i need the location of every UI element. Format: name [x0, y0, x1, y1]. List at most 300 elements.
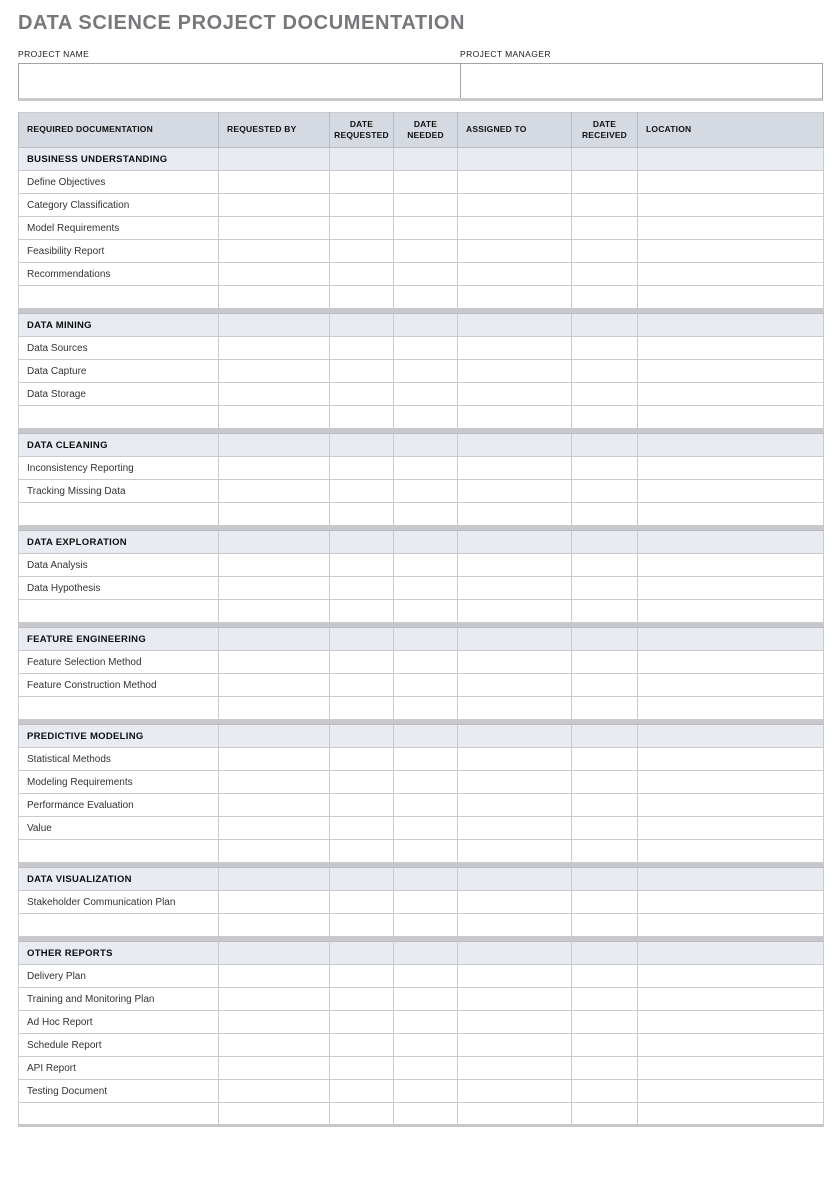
section-title: DATA VISUALIZATION [19, 868, 219, 891]
fill-in-cell[interactable] [394, 674, 458, 697]
fill-in-cell[interactable] [394, 794, 458, 817]
section-header-cell [638, 725, 824, 748]
fill-in-cell[interactable] [330, 794, 394, 817]
fill-in-cell[interactable] [330, 503, 394, 526]
fill-in-cell[interactable] [330, 1034, 394, 1057]
fill-in-cell[interactable] [394, 480, 458, 503]
fill-in-cell[interactable] [572, 651, 638, 674]
fill-in-cell[interactable] [572, 988, 638, 1011]
fill-in-cell[interactable] [330, 383, 394, 406]
table-row-value [19, 817, 824, 840]
project-manager-label: PROJECT MANAGER [460, 49, 551, 59]
row-label: Testing Document [19, 1080, 219, 1103]
documentation-table [18, 112, 824, 1127]
fill-in-cell[interactable] [572, 771, 638, 794]
section-header-cell [219, 434, 330, 457]
fill-in-cell[interactable] [458, 771, 572, 794]
fill-in-cell[interactable] [638, 748, 824, 771]
section-header-cell [572, 868, 638, 891]
section-header-cell [219, 148, 330, 171]
fill-in-cell[interactable] [572, 240, 638, 263]
fill-in-cell[interactable] [458, 914, 572, 937]
fill-in-cell[interactable] [219, 1011, 330, 1034]
fill-in-cell[interactable] [458, 263, 572, 286]
fill-in-cell[interactable] [458, 1011, 572, 1034]
fill-in-cell[interactable] [394, 697, 458, 720]
row-label [19, 600, 219, 623]
fill-in-cell[interactable] [330, 457, 394, 480]
fill-in-cell[interactable] [219, 383, 330, 406]
fill-in-cell[interactable] [458, 337, 572, 360]
fill-in-cell[interactable] [458, 503, 572, 526]
fill-in-cell[interactable] [458, 651, 572, 674]
fill-in-cell[interactable] [638, 817, 824, 840]
row-label: Feature Selection Method [19, 651, 219, 674]
fill-in-cell[interactable] [394, 554, 458, 577]
table-row-training-and-monitoring-plan [19, 988, 824, 1011]
fill-in-cell[interactable] [458, 600, 572, 623]
fill-in-cell[interactable] [394, 171, 458, 194]
fill-in-cell[interactable] [572, 554, 638, 577]
fill-in-cell[interactable] [394, 577, 458, 600]
fill-in-cell[interactable] [638, 480, 824, 503]
fill-in-cell[interactable] [330, 771, 394, 794]
row-label: Ad Hoc Report [19, 1011, 219, 1034]
fill-in-cell[interactable] [219, 286, 330, 309]
fill-in-cell[interactable] [572, 263, 638, 286]
fill-in-cell[interactable] [572, 891, 638, 914]
fill-in-cell[interactable] [219, 988, 330, 1011]
section-header-cell [638, 868, 824, 891]
fill-in-cell[interactable] [458, 577, 572, 600]
section-header-cell [330, 725, 394, 748]
project-manager-input[interactable] [461, 64, 822, 98]
section-header-cell [458, 434, 572, 457]
fill-in-cell[interactable] [458, 988, 572, 1011]
fill-in-cell[interactable] [219, 217, 330, 240]
section-header-cell [572, 725, 638, 748]
fill-in-cell[interactable] [219, 651, 330, 674]
section-title: BUSINESS UNDERSTANDING [19, 148, 219, 171]
table-row-blank [19, 914, 824, 937]
fill-in-cell[interactable] [638, 406, 824, 429]
section-header-cell [638, 628, 824, 651]
fill-in-cell[interactable] [330, 194, 394, 217]
fill-in-cell[interactable] [219, 1103, 330, 1126]
fill-in-cell[interactable] [219, 240, 330, 263]
fill-in-cell[interactable] [394, 914, 458, 937]
row-label: Data Hypothesis [19, 577, 219, 600]
row-label: Schedule Report [19, 1034, 219, 1057]
fill-in-cell[interactable] [638, 263, 824, 286]
row-label: Feasibility Report [19, 240, 219, 263]
section-header-row-data-exploration [19, 531, 824, 554]
fill-in-cell[interactable] [330, 914, 394, 937]
section-header-cell [330, 314, 394, 337]
fill-in-cell[interactable] [638, 337, 824, 360]
column-header-date-received: DATE RECEIVED [572, 113, 638, 148]
fill-in-cell[interactable] [638, 217, 824, 240]
fill-in-cell[interactable] [572, 194, 638, 217]
fill-in-cell[interactable] [394, 600, 458, 623]
fill-in-cell[interactable] [219, 263, 330, 286]
table-row-tracking-missing-data [19, 480, 824, 503]
fill-in-cell[interactable] [458, 383, 572, 406]
row-label [19, 840, 219, 863]
project-name-label: PROJECT NAME [18, 49, 90, 59]
fill-in-cell[interactable] [572, 383, 638, 406]
section-header-cell [572, 148, 638, 171]
section-header-cell [330, 148, 394, 171]
row-label [19, 697, 219, 720]
fill-in-cell[interactable] [458, 1103, 572, 1126]
fill-in-cell[interactable] [394, 337, 458, 360]
fill-in-cell[interactable] [458, 1080, 572, 1103]
row-label: Inconsistency Reporting [19, 457, 219, 480]
row-label: Category Classification [19, 194, 219, 217]
fill-in-cell[interactable] [330, 748, 394, 771]
fill-in-cell[interactable] [458, 697, 572, 720]
fill-in-cell[interactable] [572, 840, 638, 863]
section-header-cell [638, 148, 824, 171]
fill-in-cell[interactable] [394, 651, 458, 674]
fill-in-cell[interactable] [458, 406, 572, 429]
section-header-cell [572, 531, 638, 554]
table-row-ad-hoc-report [19, 1011, 824, 1034]
section-header-cell [458, 628, 572, 651]
row-label [19, 286, 219, 309]
fill-in-cell[interactable] [638, 891, 824, 914]
fill-in-cell[interactable] [219, 194, 330, 217]
fill-in-cell[interactable] [638, 988, 824, 1011]
section-header-cell [394, 314, 458, 337]
table-row-blank [19, 406, 824, 429]
fill-in-cell[interactable] [458, 480, 572, 503]
fill-in-cell[interactable] [394, 771, 458, 794]
fill-in-cell[interactable] [330, 217, 394, 240]
section-header-cell [219, 725, 330, 748]
table-row-feature-selection-method [19, 651, 824, 674]
fill-in-cell[interactable] [219, 503, 330, 526]
fill-in-cell[interactable] [394, 965, 458, 988]
section-header-cell [219, 531, 330, 554]
row-label: Stakeholder Communication Plan [19, 891, 219, 914]
fill-in-cell[interactable] [330, 891, 394, 914]
page-title: DATA SCIENCE PROJECT DOCUMENTATION [18, 12, 466, 34]
fill-in-cell[interactable] [394, 891, 458, 914]
fill-in-cell[interactable] [219, 1057, 330, 1080]
fill-in-cell[interactable] [638, 240, 824, 263]
fill-in-cell[interactable] [458, 1034, 572, 1057]
project-name-input[interactable] [19, 64, 461, 98]
fill-in-cell[interactable] [330, 988, 394, 1011]
fill-in-cell[interactable] [458, 194, 572, 217]
fill-in-cell[interactable] [330, 817, 394, 840]
section-header-cell [458, 942, 572, 965]
fill-in-cell[interactable] [394, 1080, 458, 1103]
column-header-row [19, 113, 824, 148]
fill-in-cell[interactable] [572, 1034, 638, 1057]
fill-in-cell[interactable] [330, 240, 394, 263]
fill-in-cell[interactable] [219, 891, 330, 914]
row-label: API Report [19, 1057, 219, 1080]
section-header-cell [330, 942, 394, 965]
fill-in-cell[interactable] [572, 1011, 638, 1034]
fill-in-cell[interactable] [394, 217, 458, 240]
table-row-stakeholder-communication-plan [19, 891, 824, 914]
row-label [19, 914, 219, 937]
fill-in-cell[interactable] [219, 337, 330, 360]
row-label: Statistical Methods [19, 748, 219, 771]
fill-in-cell[interactable] [638, 577, 824, 600]
section-header-row-other-reports [19, 942, 824, 965]
fill-in-cell[interactable] [394, 406, 458, 429]
fill-in-cell[interactable] [638, 171, 824, 194]
section-header-cell [572, 942, 638, 965]
fill-in-cell[interactable] [330, 337, 394, 360]
fill-in-cell[interactable] [394, 840, 458, 863]
fill-in-cell[interactable] [219, 480, 330, 503]
fill-in-cell[interactable] [394, 988, 458, 1011]
fill-in-cell[interactable] [638, 600, 824, 623]
fill-in-cell[interactable] [572, 171, 638, 194]
fill-in-cell[interactable] [458, 817, 572, 840]
fill-in-cell[interactable] [330, 1080, 394, 1103]
fill-in-cell[interactable] [219, 771, 330, 794]
section-header-row-data-cleaning [19, 434, 824, 457]
fill-in-cell[interactable] [638, 1057, 824, 1080]
fill-in-cell[interactable] [638, 651, 824, 674]
fill-in-cell[interactable] [572, 794, 638, 817]
table-row-data-capture [19, 360, 824, 383]
row-label: Define Objectives [19, 171, 219, 194]
section-header-row-data-mining [19, 314, 824, 337]
table-row-blank [19, 503, 824, 526]
fill-in-cell[interactable] [219, 360, 330, 383]
fill-in-cell[interactable] [394, 503, 458, 526]
fill-in-cell[interactable] [638, 457, 824, 480]
fill-in-cell[interactable] [394, 1057, 458, 1080]
fill-in-cell[interactable] [330, 286, 394, 309]
section-header-cell [394, 868, 458, 891]
fill-in-cell[interactable] [458, 794, 572, 817]
column-header-date-needed: DATE NEEDED [394, 113, 458, 148]
fill-in-cell[interactable] [572, 965, 638, 988]
table-row-data-storage [19, 383, 824, 406]
fill-in-cell[interactable] [394, 1011, 458, 1034]
fill-in-cell[interactable] [330, 674, 394, 697]
fill-in-cell[interactable] [638, 914, 824, 937]
fill-in-cell[interactable] [330, 600, 394, 623]
section-header-cell [394, 531, 458, 554]
fill-in-cell[interactable] [572, 480, 638, 503]
fill-in-cell[interactable] [458, 748, 572, 771]
fill-in-cell[interactable] [219, 171, 330, 194]
fill-in-cell[interactable] [394, 817, 458, 840]
fill-in-cell[interactable] [572, 337, 638, 360]
table-row-blank [19, 286, 824, 309]
fill-in-cell[interactable] [219, 840, 330, 863]
fill-in-cell[interactable] [219, 748, 330, 771]
section-header-row-feature-engineering [19, 628, 824, 651]
fill-in-cell[interactable] [638, 1034, 824, 1057]
section-header-cell [638, 434, 824, 457]
fill-in-cell[interactable] [219, 697, 330, 720]
fill-in-cell[interactable] [458, 286, 572, 309]
fill-in-cell[interactable] [394, 240, 458, 263]
table-row-feature-construction-method [19, 674, 824, 697]
fill-in-cell[interactable] [394, 383, 458, 406]
row-label: Modeling Requirements [19, 771, 219, 794]
fill-in-cell[interactable] [572, 914, 638, 937]
column-header-location: LOCATION [638, 113, 824, 148]
fill-in-cell[interactable] [458, 171, 572, 194]
fill-in-cell[interactable] [458, 554, 572, 577]
fill-in-cell[interactable] [572, 697, 638, 720]
fill-in-cell[interactable] [638, 840, 824, 863]
fill-in-cell[interactable] [219, 600, 330, 623]
fill-in-cell[interactable] [458, 240, 572, 263]
fill-in-cell[interactable] [219, 406, 330, 429]
fill-in-cell[interactable] [219, 914, 330, 937]
fill-in-cell[interactable] [638, 383, 824, 406]
fill-in-cell[interactable] [638, 1080, 824, 1103]
table-row-api-report [19, 1057, 824, 1080]
fill-in-cell[interactable] [330, 1103, 394, 1126]
table-row-data-sources [19, 337, 824, 360]
table-row-define-objectives [19, 171, 824, 194]
row-label [19, 1103, 219, 1126]
fill-in-cell[interactable] [638, 360, 824, 383]
fill-in-cell[interactable] [219, 674, 330, 697]
section-header-row-business-understanding [19, 148, 824, 171]
fill-in-cell[interactable] [219, 457, 330, 480]
fill-in-cell[interactable] [458, 965, 572, 988]
fill-in-cell[interactable] [330, 263, 394, 286]
fill-in-cell[interactable] [330, 360, 394, 383]
fill-in-cell[interactable] [458, 217, 572, 240]
fill-in-cell[interactable] [458, 1057, 572, 1080]
fill-in-cell[interactable] [394, 263, 458, 286]
fill-in-cell[interactable] [638, 1011, 824, 1034]
fill-in-cell[interactable] [572, 406, 638, 429]
fill-in-cell[interactable] [638, 286, 824, 309]
fill-in-cell[interactable] [572, 600, 638, 623]
section-title: DATA CLEANING [19, 434, 219, 457]
fill-in-cell[interactable] [638, 1103, 824, 1126]
fill-in-cell[interactable] [458, 457, 572, 480]
fill-in-cell[interactable] [572, 1103, 638, 1126]
section-header-cell [330, 434, 394, 457]
fill-in-cell[interactable] [458, 840, 572, 863]
fill-in-cell[interactable] [330, 965, 394, 988]
fill-in-cell[interactable] [572, 503, 638, 526]
fill-in-cell[interactable] [572, 674, 638, 697]
table-row-delivery-plan [19, 965, 824, 988]
fill-in-cell[interactable] [394, 286, 458, 309]
fill-in-cell[interactable] [330, 840, 394, 863]
fill-in-cell[interactable] [394, 1103, 458, 1126]
fill-in-cell[interactable] [572, 577, 638, 600]
table-row-blank [19, 600, 824, 623]
fill-in-cell[interactable] [638, 771, 824, 794]
table-row-data-analysis [19, 554, 824, 577]
fill-in-cell[interactable] [219, 1080, 330, 1103]
fill-in-cell[interactable] [330, 480, 394, 503]
fill-in-cell[interactable] [219, 817, 330, 840]
fill-in-cell[interactable] [572, 817, 638, 840]
column-header-required-documentation: REQUIRED DOCUMENTATION [19, 113, 219, 148]
table-row-blank [19, 840, 824, 863]
fill-in-cell[interactable] [572, 286, 638, 309]
fill-in-cell[interactable] [219, 1034, 330, 1057]
row-label: Value [19, 817, 219, 840]
table-row-schedule-report [19, 1034, 824, 1057]
fill-in-cell[interactable] [458, 674, 572, 697]
fill-in-cell[interactable] [572, 1057, 638, 1080]
fill-in-cell[interactable] [394, 194, 458, 217]
table-body [19, 148, 824, 1126]
fill-in-cell[interactable] [638, 554, 824, 577]
fill-in-cell[interactable] [219, 554, 330, 577]
fill-in-cell[interactable] [330, 697, 394, 720]
fill-in-cell[interactable] [572, 748, 638, 771]
fill-in-cell[interactable] [394, 360, 458, 383]
fill-in-cell[interactable] [572, 360, 638, 383]
fill-in-cell[interactable] [638, 503, 824, 526]
fill-in-cell[interactable] [330, 651, 394, 674]
fill-in-cell[interactable] [330, 577, 394, 600]
fill-in-cell[interactable] [219, 577, 330, 600]
row-label: Tracking Missing Data [19, 480, 219, 503]
row-label: Data Capture [19, 360, 219, 383]
fill-in-cell[interactable] [219, 794, 330, 817]
fill-in-cell[interactable] [394, 1034, 458, 1057]
section-header-cell [458, 314, 572, 337]
fill-in-cell[interactable] [330, 406, 394, 429]
fill-in-cell[interactable] [572, 217, 638, 240]
fill-in-cell[interactable] [330, 171, 394, 194]
fill-in-cell[interactable] [394, 748, 458, 771]
row-label: Data Analysis [19, 554, 219, 577]
fill-in-cell[interactable] [330, 1011, 394, 1034]
fill-in-cell[interactable] [638, 794, 824, 817]
section-header-cell [330, 868, 394, 891]
fill-in-cell[interactable] [638, 697, 824, 720]
section-header-cell [219, 868, 330, 891]
fill-in-cell[interactable] [638, 965, 824, 988]
fill-in-cell[interactable] [638, 194, 824, 217]
project-fields [18, 63, 823, 101]
fill-in-cell[interactable] [458, 891, 572, 914]
table-row-blank [19, 1103, 824, 1126]
section-header-cell [394, 942, 458, 965]
table-row-modeling-requirements [19, 771, 824, 794]
section-header-row-predictive-modeling [19, 725, 824, 748]
fill-in-cell[interactable] [572, 1080, 638, 1103]
table-row-inconsistency-reporting [19, 457, 824, 480]
fill-in-cell[interactable] [458, 360, 572, 383]
section-header-cell [219, 314, 330, 337]
fill-in-cell[interactable] [330, 1057, 394, 1080]
fill-in-cell[interactable] [219, 965, 330, 988]
row-label: Training and Monitoring Plan [19, 988, 219, 1011]
fill-in-cell[interactable] [394, 457, 458, 480]
section-title: PREDICTIVE MODELING [19, 725, 219, 748]
fill-in-cell[interactable] [638, 674, 824, 697]
fill-in-cell[interactable] [572, 457, 638, 480]
fill-in-cell[interactable] [330, 554, 394, 577]
